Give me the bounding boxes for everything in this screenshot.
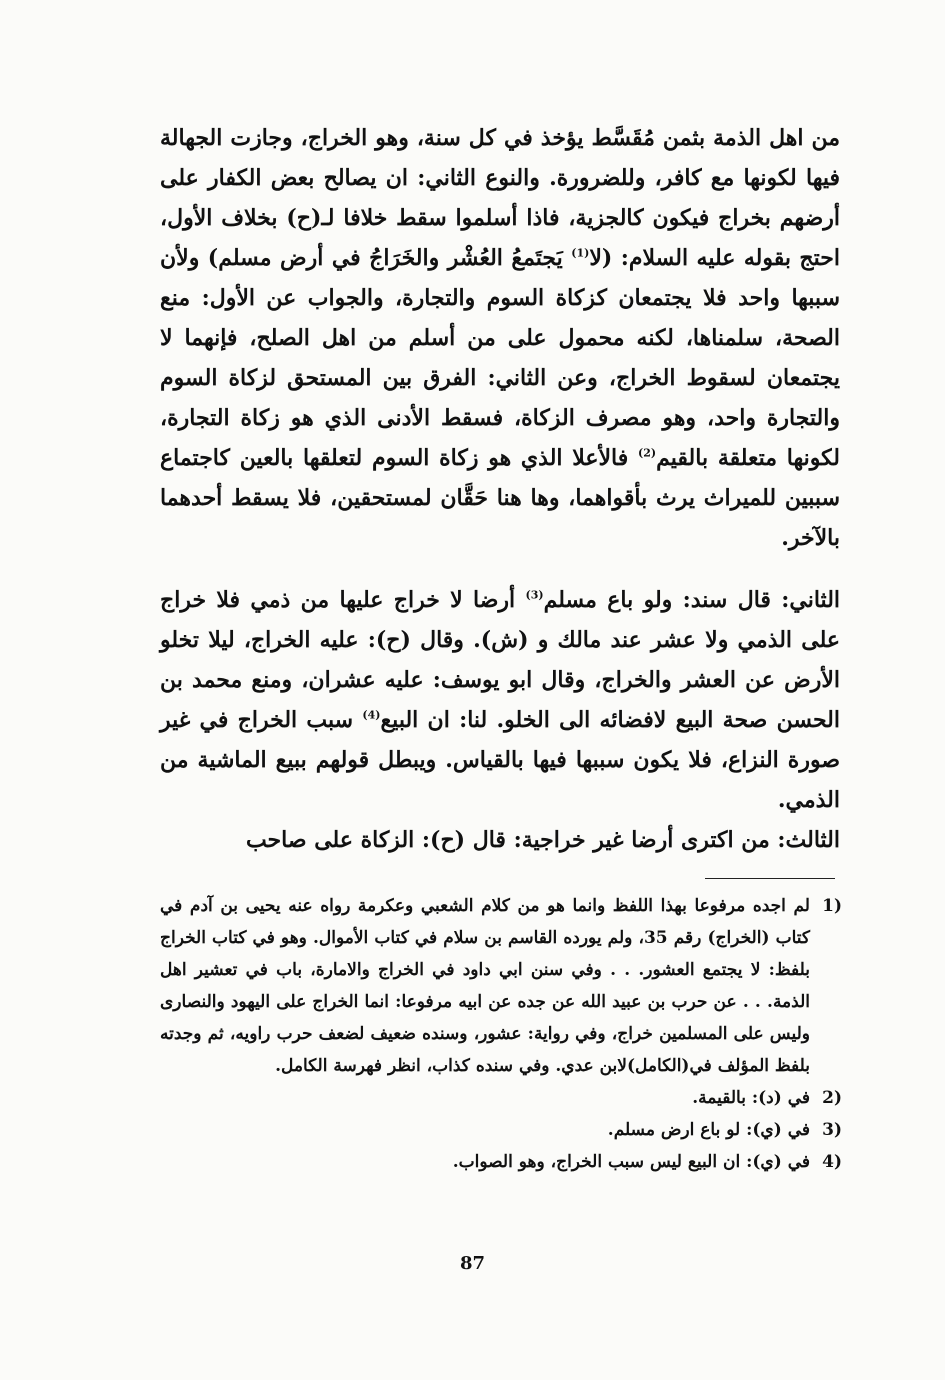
footnote-ref-1: (1): [571, 246, 590, 260]
paragraph-spacer: [160, 558, 840, 580]
paragraph-2-segment-1: قال سند: ولو باع مسلم: [543, 587, 771, 613]
paragraph-2-segment-2: أرضا لا خراج عليها من ذمي فلا خراج على الذمي ولا عشر عند مالك و (ش). وقال (ح): عليه الخراج، ليلا تخلو الأرض عن العشر والخراج، وقال ابو يوسف: عليه عشران، ومنع محمد بن الحسن صحة البيع لافضائه الى الخلو. لنا: ان البيع: [160, 587, 840, 733]
footnote-3: [160, 1114, 842, 1146]
paragraph-1-segment-1: من اهل الذمة بثمن مُقَسَّط يؤخذ في كل سنة، وهو الخراج، وجازت الجهالة فيها لكونها مع كافر، وللضرورة.: [160, 125, 840, 191]
paragraph-1-segment-2: ان يصالح بعض الكفار على أرضهم بخراج فيكون كالجزية، فاذا أسلموا سقط خلافا لـ(ح) بخلاف الأول، احتج بقوله عليه السلام: (لا: [160, 165, 840, 271]
paragraph-3-heading: الثالث:: [769, 827, 840, 853]
paragraph-1-heading: والنوع الثاني:: [407, 165, 540, 191]
footnote-number: 4): [822, 1152, 842, 1172]
footnotes-block: [160, 890, 842, 1178]
footnote-number: 1): [822, 896, 842, 916]
footnote-number: 2): [822, 1088, 842, 1108]
footnote-text: في (ي): لو باع ارض مسلم.: [607, 1120, 810, 1140]
footnote-number: 3): [822, 1120, 842, 1140]
paragraph-1: [160, 118, 840, 558]
footnote-1: [160, 890, 842, 1082]
footnote-text: في (د): بالقيمة.: [692, 1088, 810, 1108]
footnote-text: في (ي): ان البيع ليس سبب الخراج، وهو الصواب.: [452, 1152, 810, 1172]
main-text-block: [160, 118, 840, 860]
paragraph-2-segment-3: سبب الخراج في غير صورة النزاع، فلا يكون سببها فيها بالقياس. ويبطل قولهم ببيع الماشية من الذمي.: [160, 707, 840, 813]
footnote-text: لم اجده مرفوعا بهذا اللفظ وانما هو من كلام الشعبي وعكرمة رواه عنه يحيى بن آدم في كتاب (الخراج) رقم 35، ولم يورده القاسم بن سلام في كتاب الأموال. وهو في كتاب الخراج بلفظ: لا يجتمع العشور. . . وفي سنن ابي داود في الخراج والامارة، باب في تعشير اهل الذمة. . . عن حرب بن عبيد الله عن جده عن ابيه مرفوعا: انما الخراج على اليهود والنصارى وليس على المسلمين خراج، وفي رواية: عشور، وسنده ضعيف لضعف حرب راويه، ثم وجدته بلفظ المؤلف في(الكامل)لابن عدي. وفي سنده كذاب، انظر فهرسة الكامل.: [160, 896, 810, 1076]
paragraph-3-segment-1: من اكترى أرضا غير خراجية: قال (ح): الزكاة على صاحب: [245, 827, 770, 853]
paragraph-2-heading: الثاني:: [770, 587, 841, 613]
paragraph-1-segment-3: يَجتَمعُ العُشْر والخَرَاجُ في أرض مسلم) ولأن سببها واحد فلا يجتمعان كزكاة السوم والتجارة، والجواب عن الأول: منع الصحة، سلمناها، لكنه محمول على من أسلم من اهل الصلح، فإنهما لا يجتمعان لسقوط الخراج، وعن الثاني: الفرق بين المستحق لزكاة السوم والتجارة واحد، وهو مصرف الزكاة، فسقط الأدنى الذي هو زكاة التجارة، لكونها متعلقة بالقيم: [160, 245, 840, 471]
footnote-2: [160, 1082, 842, 1114]
footnote-ref-3: (3): [525, 588, 544, 602]
footnote-separator: [705, 878, 835, 879]
footnote-ref-4: (4): [362, 708, 381, 722]
footnote-ref-2: (2): [638, 446, 657, 460]
footnote-4: [160, 1146, 842, 1178]
paragraph-3: [160, 820, 840, 860]
page-number: 87: [459, 1253, 486, 1274]
paragraph-1-segment-4: فالأعلا الذي هو زكاة السوم لتعلقها بالعين كاجتماع سببين للميراث يرث بأقواهما، وها هنا حَقَّان لمستحقين، فلا يسقط أحدهما بالآخر.: [160, 445, 840, 551]
paragraph-2: [160, 580, 840, 820]
